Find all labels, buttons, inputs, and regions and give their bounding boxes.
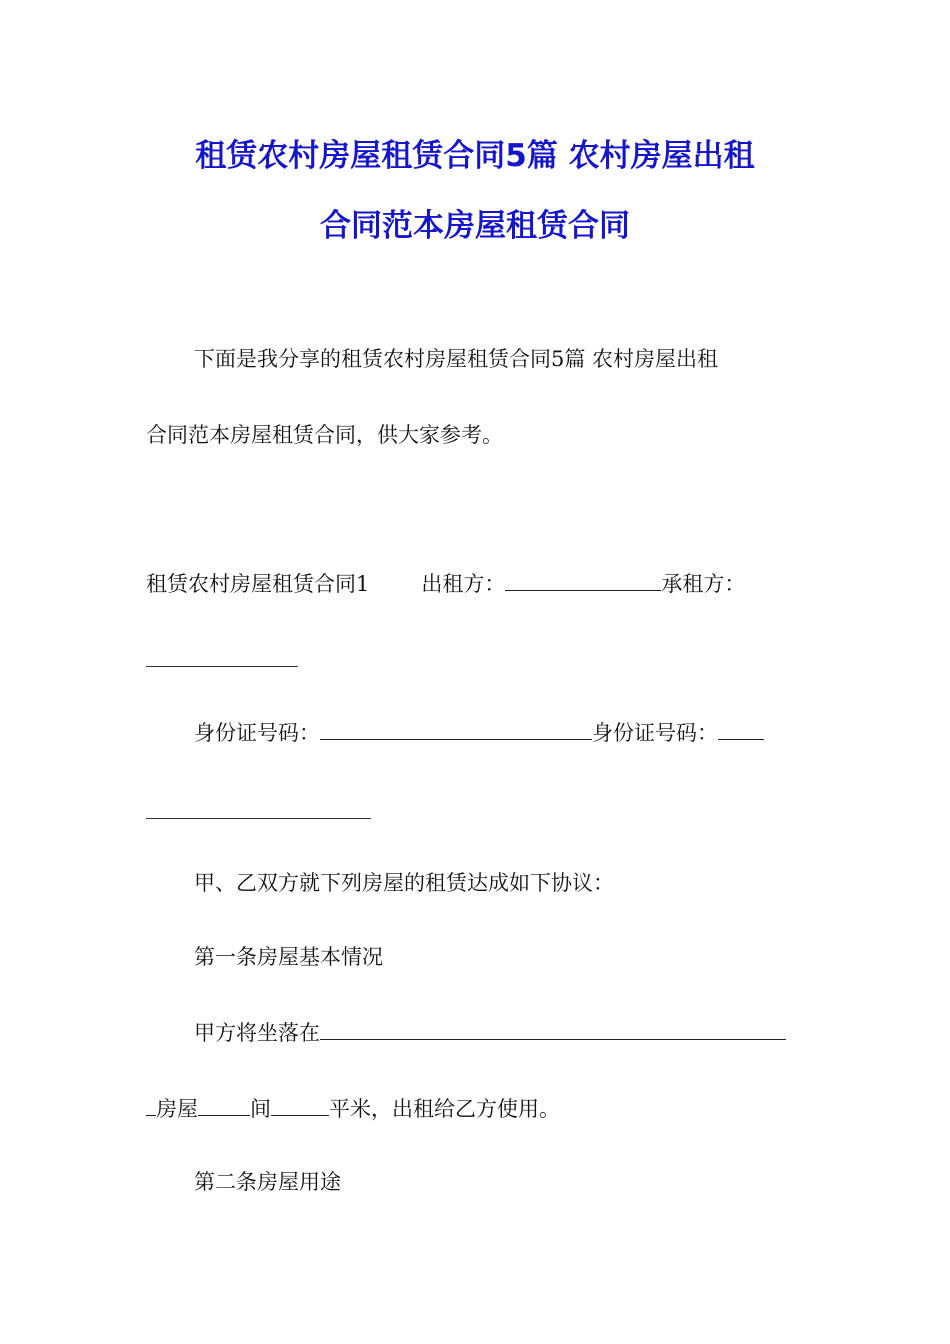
- lessor-label: 出租方：: [421, 572, 506, 596]
- area-label: 平米，出租给乙方使用。: [329, 1097, 560, 1121]
- lessee-id-label: 身份证号码：: [592, 721, 718, 745]
- intro-line1: 下面是我分享的租赁农村房屋租赁合同5篇 农村房屋出租: [194, 347, 719, 371]
- lessee-blank: [146, 666, 298, 667]
- document-title-line2: 合同范本房屋租赁合同: [320, 208, 630, 244]
- house-label: 房屋: [156, 1097, 198, 1121]
- article1-location-label: 甲方将坐落在: [194, 1021, 320, 1045]
- contract-parties-line: [146, 567, 745, 601]
- lessor-id-blank: [320, 717, 592, 740]
- lessor-id-label: 身份证号码：: [194, 721, 320, 745]
- agreement-line: 甲、乙双方就下列房屋的租赁达成如下协议：: [194, 871, 614, 895]
- rooms-label: 间: [250, 1097, 271, 1121]
- lessee-id-blank-continued: [146, 818, 371, 819]
- id-number-line: [194, 716, 764, 750]
- lessee-id-blank-start: [718, 717, 764, 740]
- article1-line2: [146, 1092, 560, 1126]
- location-blank-continued: [146, 1093, 156, 1116]
- lessee-label: 承租方：: [661, 572, 746, 596]
- article2-title: 第二条房屋用途: [194, 1170, 341, 1194]
- rooms-blank: [198, 1093, 250, 1116]
- contract-heading: 租赁农村房屋租赁合同1: [146, 572, 370, 596]
- document-title-line1: 租赁农村房屋租赁合同5篇 农村房屋出租: [195, 138, 755, 174]
- article1-line1: [194, 1016, 786, 1050]
- location-blank: [320, 1017, 786, 1040]
- article1-title: 第一条房屋基本情况: [194, 945, 383, 969]
- lessor-blank: [505, 568, 661, 591]
- intro-line2: 合同范本房屋租赁合同，供大家参考。: [146, 423, 503, 447]
- area-blank: [271, 1093, 329, 1116]
